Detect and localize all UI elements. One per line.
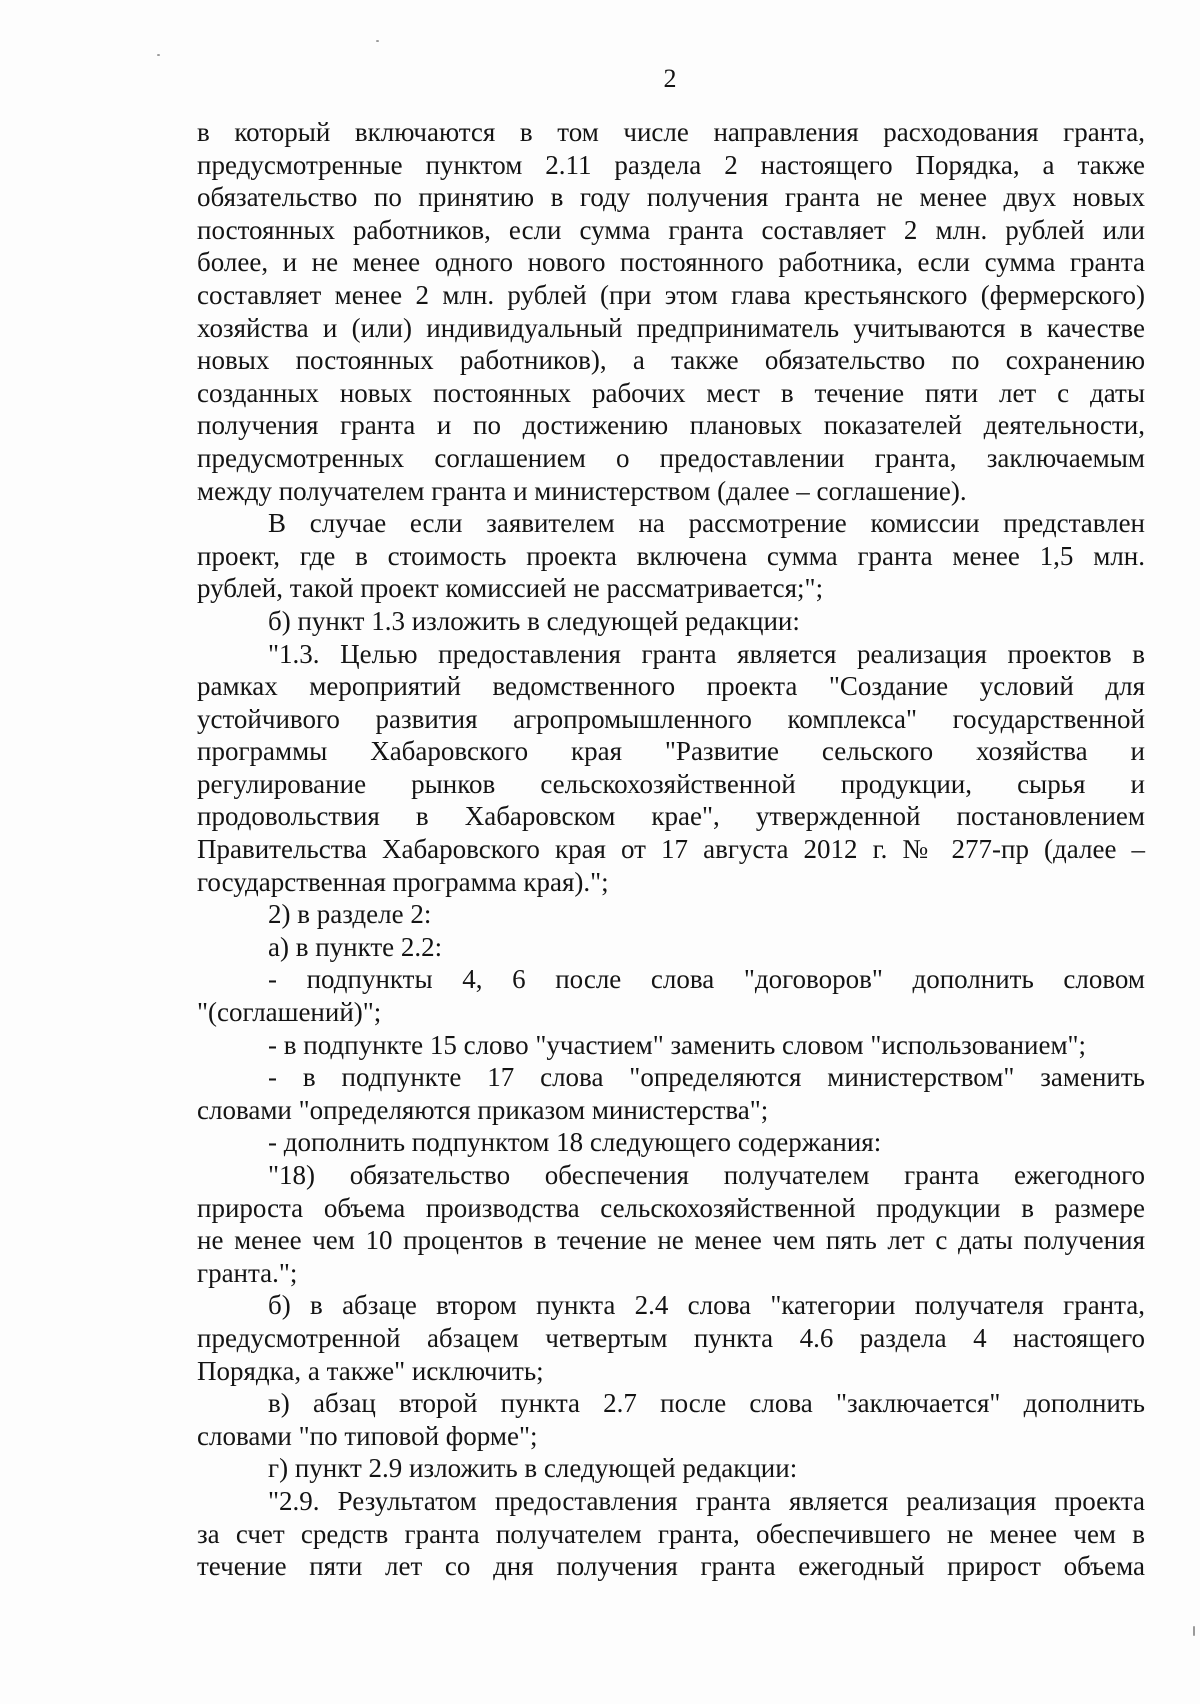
text-line: Правительства Хабаровского края от 17 августа 2012 г. № 277-пр (далее – <box>197 834 1145 865</box>
text-line: хозяйства и (или) индивидуальный предприниматель учитываются в качестве <box>197 312 1145 343</box>
text-line: В случае если заявителем на рассмотрение комиссии представлен <box>268 508 1145 539</box>
text-line: за счет средств гранта получателем гранта, обеспечившего не менее чем в <box>197 1518 1145 1549</box>
text-line: течение пяти лет со дня получения гранта ежегодный прирост объема <box>197 1551 1145 1582</box>
scan-speck <box>157 54 160 56</box>
text-line: б) пункт 1.3 изложить в следующей редакции: <box>268 605 800 636</box>
text-line: "18) обязательство обеспечения получателем гранта ежегодного <box>268 1160 1145 1190</box>
text-line: получения гранта и по достижению плановых показателей деятельности, <box>197 410 1145 441</box>
document-body <box>197 116 1145 1583</box>
scan-speck <box>1193 1626 1195 1636</box>
text-line: прироста объема производства сельскохозяйственной продукции в размере <box>197 1192 1145 1223</box>
text-line: в) абзац второй пункта 2.7 после слова "заключается" дополнить <box>268 1388 1145 1419</box>
text-line: более, и не менее одного нового постоянного работника, если сумма гранта <box>197 247 1145 278</box>
text-line: продовольствия в Хабаровском крае", утвержденной постановлением <box>197 801 1145 832</box>
text-line: новых постоянных работников), а также обязательство по сохранению <box>197 345 1145 376</box>
text-line: государственная программа края)."; <box>197 866 609 897</box>
text-line: постоянных работников, если сумма гранта составляет 2 млн. рублей или <box>197 214 1145 245</box>
text-line: составляет менее 2 млн. рублей (при этом глава крестьянского (фермерского) <box>197 279 1145 310</box>
text-line: "(соглашений)"; <box>197 997 382 1028</box>
text-line: - дополнить подпунктом 18 следующего содержания: <box>268 1127 882 1158</box>
text-line: - в подпункте 17 слова "определяются министерством" заменить <box>268 1062 1145 1093</box>
scan-speck <box>376 40 379 42</box>
text-line: регулирование рынков сельскохозяйственной продукции, сырья и <box>197 768 1145 799</box>
text-line: рублей, такой проект комиссией не рассматривается;"; <box>197 573 824 604</box>
text-line: обязательство по принятию в году получения гранта не менее двух новых <box>197 182 1145 213</box>
text-line: "2.9. Результатом предоставления гранта является реализация проекта <box>268 1485 1145 1516</box>
text-line: проект, где в стоимость проекта включена сумма гранта менее 1,5 млн. <box>197 540 1145 571</box>
text-line: г) пункт 2.9 изложить в следующей редакции: <box>268 1453 798 1484</box>
text-line: гранта."; <box>197 1257 298 1288</box>
text-line: в который включаются в том числе направления расходования гранта, <box>197 117 1145 147</box>
text-line: Порядка, а также" исключить; <box>197 1355 544 1386</box>
text-line: не менее чем 10 процентов в течение не менее чем пять лет с даты получения <box>197 1225 1145 1256</box>
text-line: рамках мероприятий ведомственного проекта "Создание условий для <box>197 671 1145 702</box>
text-line: предусмотренной абзацем четвертым пункта 4.6 раздела 4 настоящего <box>197 1322 1145 1353</box>
text-line: созданных новых постоянных рабочих мест в течение пяти лет с даты <box>197 377 1145 408</box>
text-line: "1.3. Целью предоставления гранта является реализация проектов в <box>268 638 1145 669</box>
text-line: предусмотренных соглашением о предоставлении гранта, заключаемым <box>197 442 1145 473</box>
text-line: программы Хабаровского края "Развитие сельского хозяйства и <box>197 736 1145 767</box>
text-line: между получателем гранта и министерством (далее – соглашение). <box>197 475 967 506</box>
text-line: б) в абзаце втором пункта 2.4 слова "категории получателя гранта, <box>268 1290 1145 1321</box>
text-line: словами "по типовой форме"; <box>197 1420 538 1451</box>
text-line: 2) в разделе 2: <box>268 899 432 930</box>
text-line: - в подпункте 15 слово "участием" заменить словом "использованием"; <box>268 1029 1087 1060</box>
page-number: 2 <box>663 64 677 93</box>
text-line: - подпункты 4, 6 после слова "договоров" дополнить словом <box>268 964 1145 995</box>
text-line: словами "определяются приказом министерства"; <box>197 1094 769 1125</box>
text-line: а) в пункте 2.2: <box>268 931 443 962</box>
text-line: устойчивого развития агропромышленного комплекса" государственной <box>197 703 1145 734</box>
text-line: предусмотренные пунктом 2.11 раздела 2 настоящего Порядка, а также <box>197 149 1145 180</box>
